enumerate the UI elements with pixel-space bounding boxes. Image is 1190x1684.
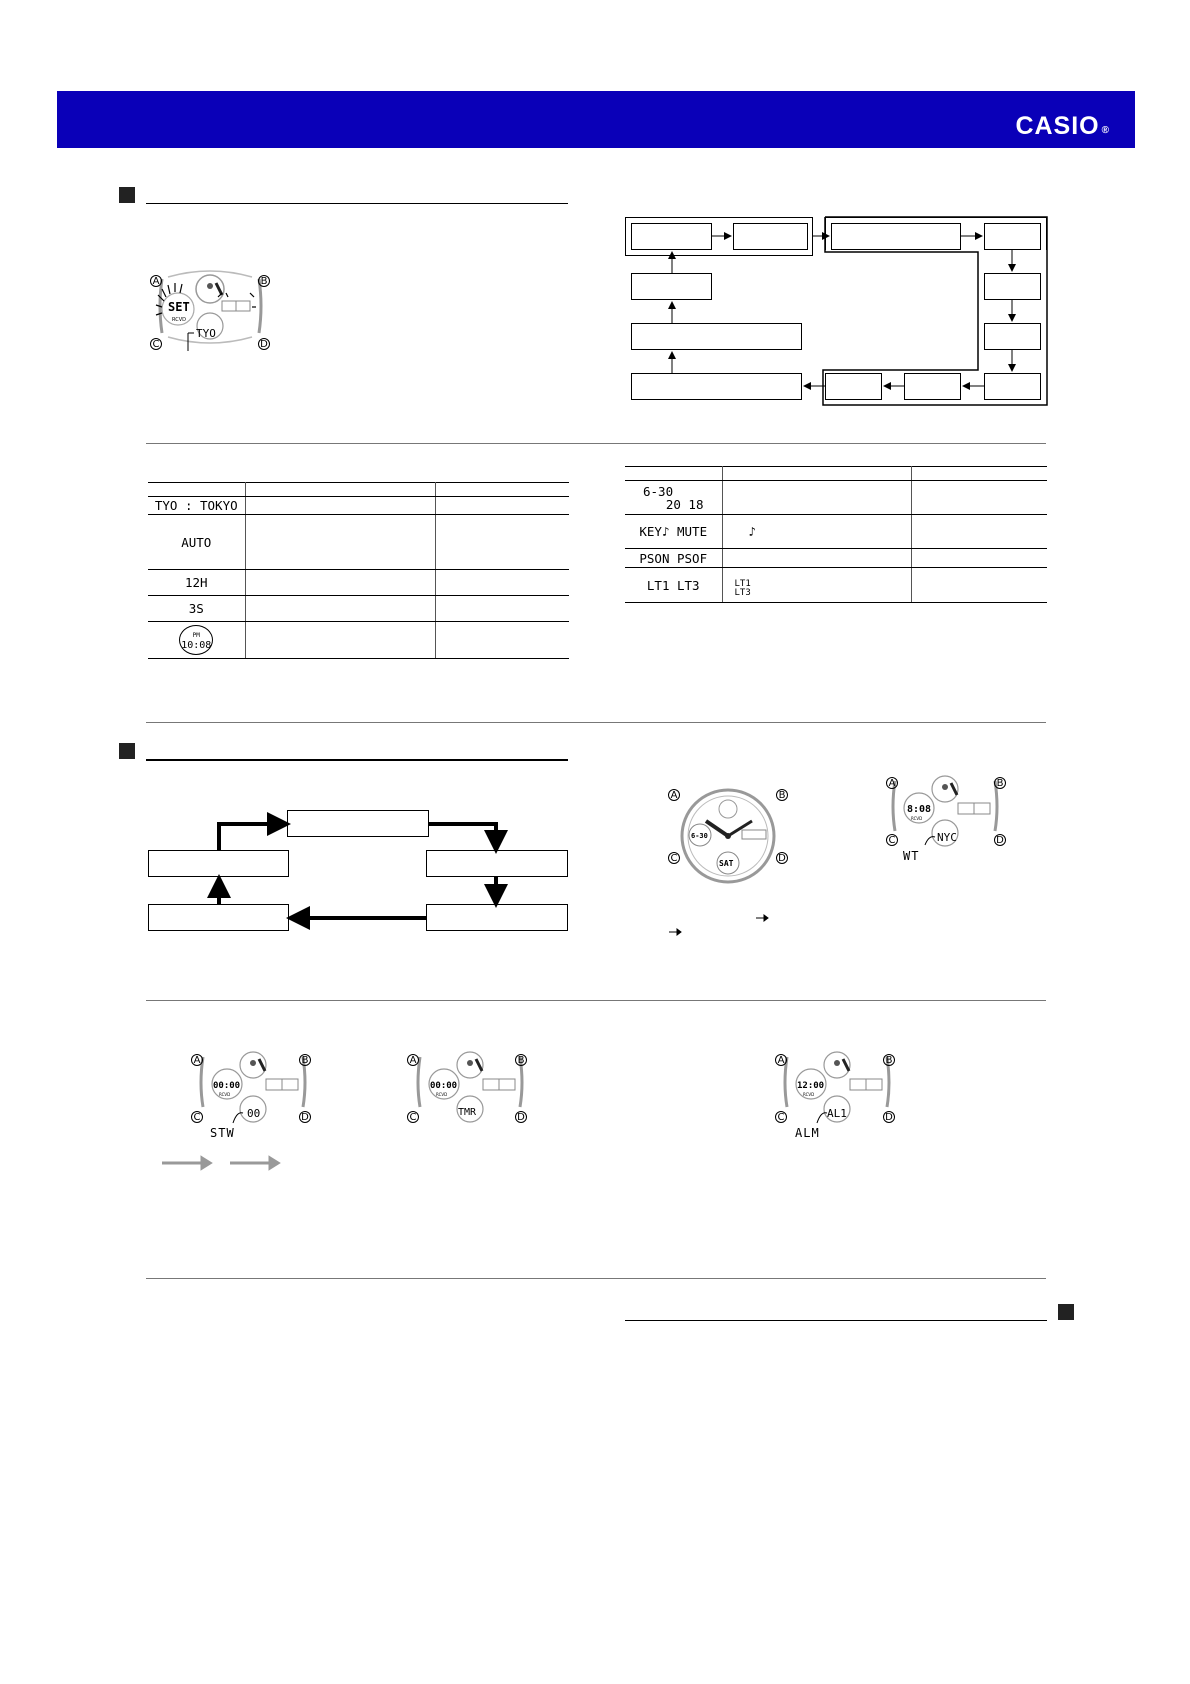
button-a-label: A xyxy=(775,1054,787,1066)
button-d-label: D xyxy=(258,338,270,350)
button-d-label: D xyxy=(776,852,788,864)
divider-3 xyxy=(146,1000,1046,1001)
divider-4 xyxy=(146,1278,1046,1279)
rcvd-text: RCVD xyxy=(172,317,186,323)
button-c-label: C xyxy=(407,1111,419,1123)
section-marker xyxy=(1058,1304,1074,1320)
button-b-label: B xyxy=(883,1054,895,1066)
rcvd-text: RCVD xyxy=(911,816,923,821)
button-a-label: A xyxy=(407,1054,419,1066)
button-b-label: B xyxy=(994,777,1006,789)
watch-timekeeping-illustration xyxy=(668,787,788,885)
button-d-label: D xyxy=(515,1111,527,1123)
day-text: SAT xyxy=(719,859,734,868)
set-text: SET xyxy=(168,300,190,314)
button-a-label: A xyxy=(668,789,680,801)
time-text: 8:08 xyxy=(907,804,932,815)
time-text: 00:00 xyxy=(430,1081,458,1091)
mode-label-stw: STW xyxy=(210,1126,235,1140)
section-heading-rule xyxy=(625,1320,1047,1321)
note-icon: ♪ xyxy=(722,515,911,549)
button-d-label: D xyxy=(994,834,1006,846)
table-cell-code: 12H xyxy=(148,570,245,596)
casio-logo: CASIO ® xyxy=(1015,112,1110,140)
light-duration-3: LT3 xyxy=(734,588,751,598)
sub-text: TMR xyxy=(458,1107,477,1118)
rcvd-text: RCVD xyxy=(436,1092,448,1097)
button-c-label: C xyxy=(191,1111,203,1123)
button-b-label: B xyxy=(299,1054,311,1066)
button-b-label: B xyxy=(258,275,270,287)
time-display: 10:08 xyxy=(181,640,212,651)
mode-label-wt: WT xyxy=(903,849,920,863)
table-cell-code: AUTO xyxy=(148,515,245,570)
watch-worldtime-illustration xyxy=(885,775,1005,845)
time-text: 00:00 xyxy=(213,1081,241,1091)
inline-arrows xyxy=(660,912,780,942)
city-code-text: TYO xyxy=(196,327,216,340)
table-cell-code: TYO : TOKYO xyxy=(148,497,245,515)
button-d-label: D xyxy=(883,1111,895,1123)
light-duration-1: LT1 xyxy=(734,579,751,589)
button-b-label: B xyxy=(776,789,788,801)
sub-text: 00 xyxy=(247,1107,261,1120)
watch-stopwatch-illustration xyxy=(193,1053,313,1125)
button-d-label: D xyxy=(299,1111,311,1123)
table-cell-code: 3S xyxy=(148,596,245,622)
button-c-label: C xyxy=(775,1111,787,1123)
rcvd-text: RCVD xyxy=(219,1092,231,1097)
button-c-label: C xyxy=(668,852,680,864)
gray-arrows xyxy=(160,1156,290,1170)
table-cell-code: KEY♪ MUTE xyxy=(625,515,722,549)
rcvd-text: RCVD xyxy=(803,1092,815,1097)
button-a-label: A xyxy=(150,275,162,287)
table-cell-code: PSON PSOF xyxy=(625,549,722,568)
watch-alarm-illustration xyxy=(777,1053,897,1125)
date-text: 6-30 xyxy=(691,832,708,840)
pm-indicator: PM xyxy=(192,632,200,639)
button-c-label: C xyxy=(150,338,162,350)
button-c-label: C xyxy=(886,834,898,846)
mode-label-alm: ALM xyxy=(795,1126,820,1140)
table-cell-code: LT1 LT3 xyxy=(625,568,722,603)
button-b-label: B xyxy=(515,1054,527,1066)
button-a-label: A xyxy=(886,777,898,789)
date-display: 6-30 xyxy=(643,483,674,499)
time-text: 12:00 xyxy=(797,1081,825,1091)
watch-timer-illustration xyxy=(410,1053,530,1125)
button-a-label: A xyxy=(191,1054,203,1066)
city-text: NYC xyxy=(937,831,957,844)
sub-text: AL1 xyxy=(827,1107,847,1120)
year-display: 20 18 xyxy=(665,496,704,512)
